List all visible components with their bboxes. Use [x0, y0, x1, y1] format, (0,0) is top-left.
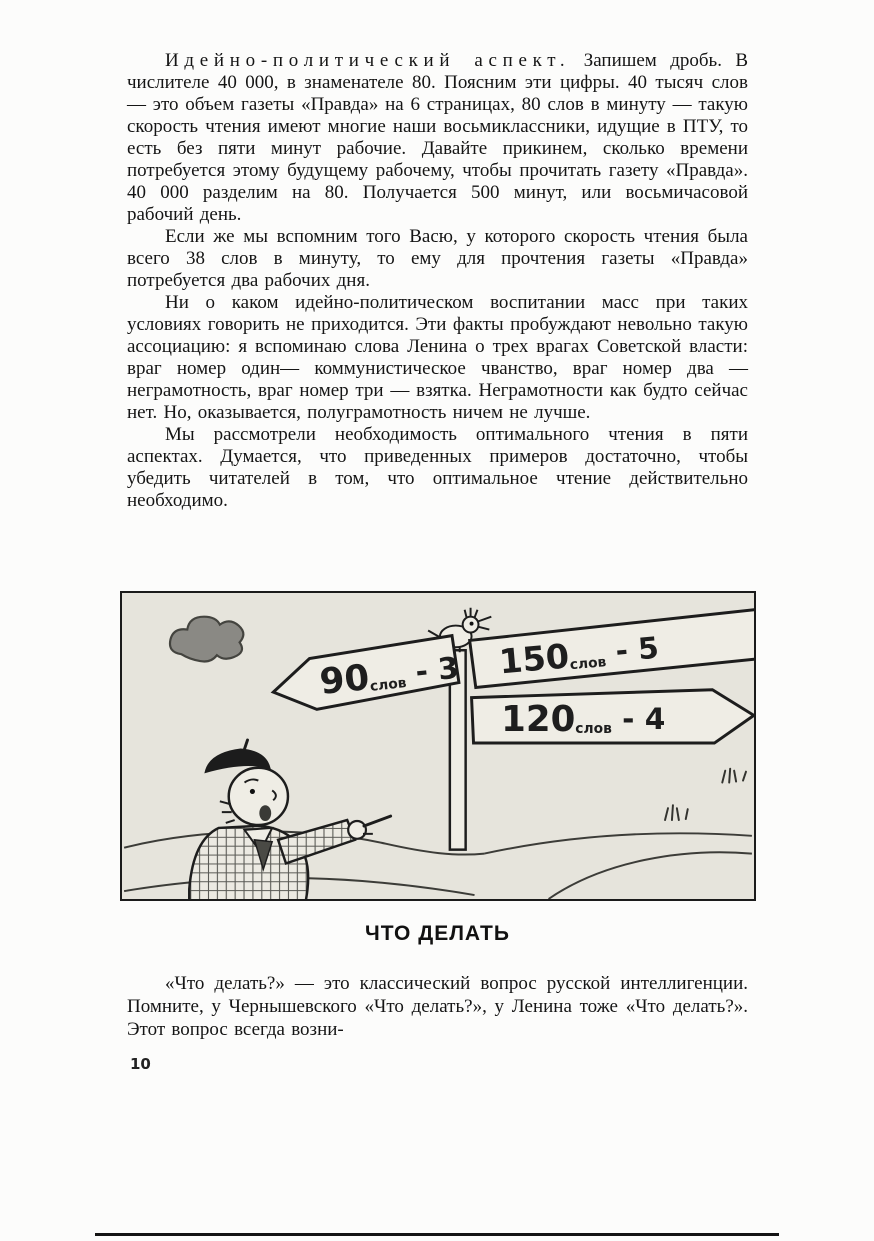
sign-90-rate: - 3 [403, 650, 461, 691]
sign-150 [469, 609, 754, 687]
sign-120-number: 120 [501, 699, 576, 741]
sign-120-unit: слов [575, 721, 612, 738]
grass-tufts [665, 769, 746, 820]
page-bottom-rule [95, 1233, 779, 1236]
paragraph-body: Запишем дробь. В числителе 40 000, в знаменателе 80. Поясним эти цифры. 40 тысяч слов — это объем газеты «Правда» на 6 страницах, 80 слов в минуту — такую скорость чтения имеют многие наши восьмиклассники, идущие в ПТУ, то есть без пяти минут рабочие. Давайте прикинем, сколько времени потребуется этому будущему рабочему, чтобы прочитать газету «Правда». 40 000 разделим на 80. Получается 500 минут, или восьмичасовой рабочий день. [127, 50, 748, 225]
sign-120 [472, 690, 754, 743]
paragraph-conclusion: Мы рассмотрели необходимость оптимального чтения в пяти аспектах. Думается, что приведенных примеров достаточно, чтобы убедить читателей в том, что оптимальное чтение действительно необходимо. [127, 424, 748, 511]
after-heading-text-column [127, 972, 748, 1041]
sign-120-rate: - 4 [611, 702, 666, 737]
paragraph-lead-spaced: Идейно-политический аспект. [165, 50, 571, 71]
boy-drawing [189, 740, 390, 899]
sign-90-unit: слов [369, 675, 408, 695]
paragraph-ideological-aspect [127, 50, 748, 226]
paragraph-what-to-do: «Что делать?» — это классический вопрос русской интеллигенции. Помните, у Чернышевского «Что делать?», у Ленина тоже «Что делать?». Этот вопрос всегда возни- [127, 973, 748, 1040]
cartoon-illustration [120, 591, 756, 901]
sign-150-rate: - 5 [603, 630, 661, 670]
sign-90-number: 90 [317, 657, 372, 703]
sign-90 [269, 635, 461, 713]
main-text-column [127, 50, 748, 512]
sign-150-number: 150 [497, 636, 571, 682]
paragraph-vasya: Если же мы вспомним того Васю, у которого скорость чтения была всего 38 слов в минуту, то ему для прочтения газеты «Правда» потребуется два рабочих дня. [127, 226, 748, 291]
cloud-drawing [170, 617, 243, 662]
paragraph-lenin-enemies: Ни о каком идейно-политическом воспитании масс при таких условиях говорить не приходится. Эти факты пробуждают невольно такую ассоциацию: я вспоминаю слова Ленина о трех врагах Советской власти: враг номер один— коммунистическое чванство, враг номер два — неграмотность, враг номер три — взятка. Неграмотности как будто сейчас нет. Но, оказывается, полуграмотность ничем не лучше. [127, 292, 748, 423]
section-heading: ЧТО ДЕЛАТЬ [365, 922, 510, 945]
sign-150-unit: слов [569, 654, 607, 674]
page-number: 10 [130, 1055, 151, 1073]
